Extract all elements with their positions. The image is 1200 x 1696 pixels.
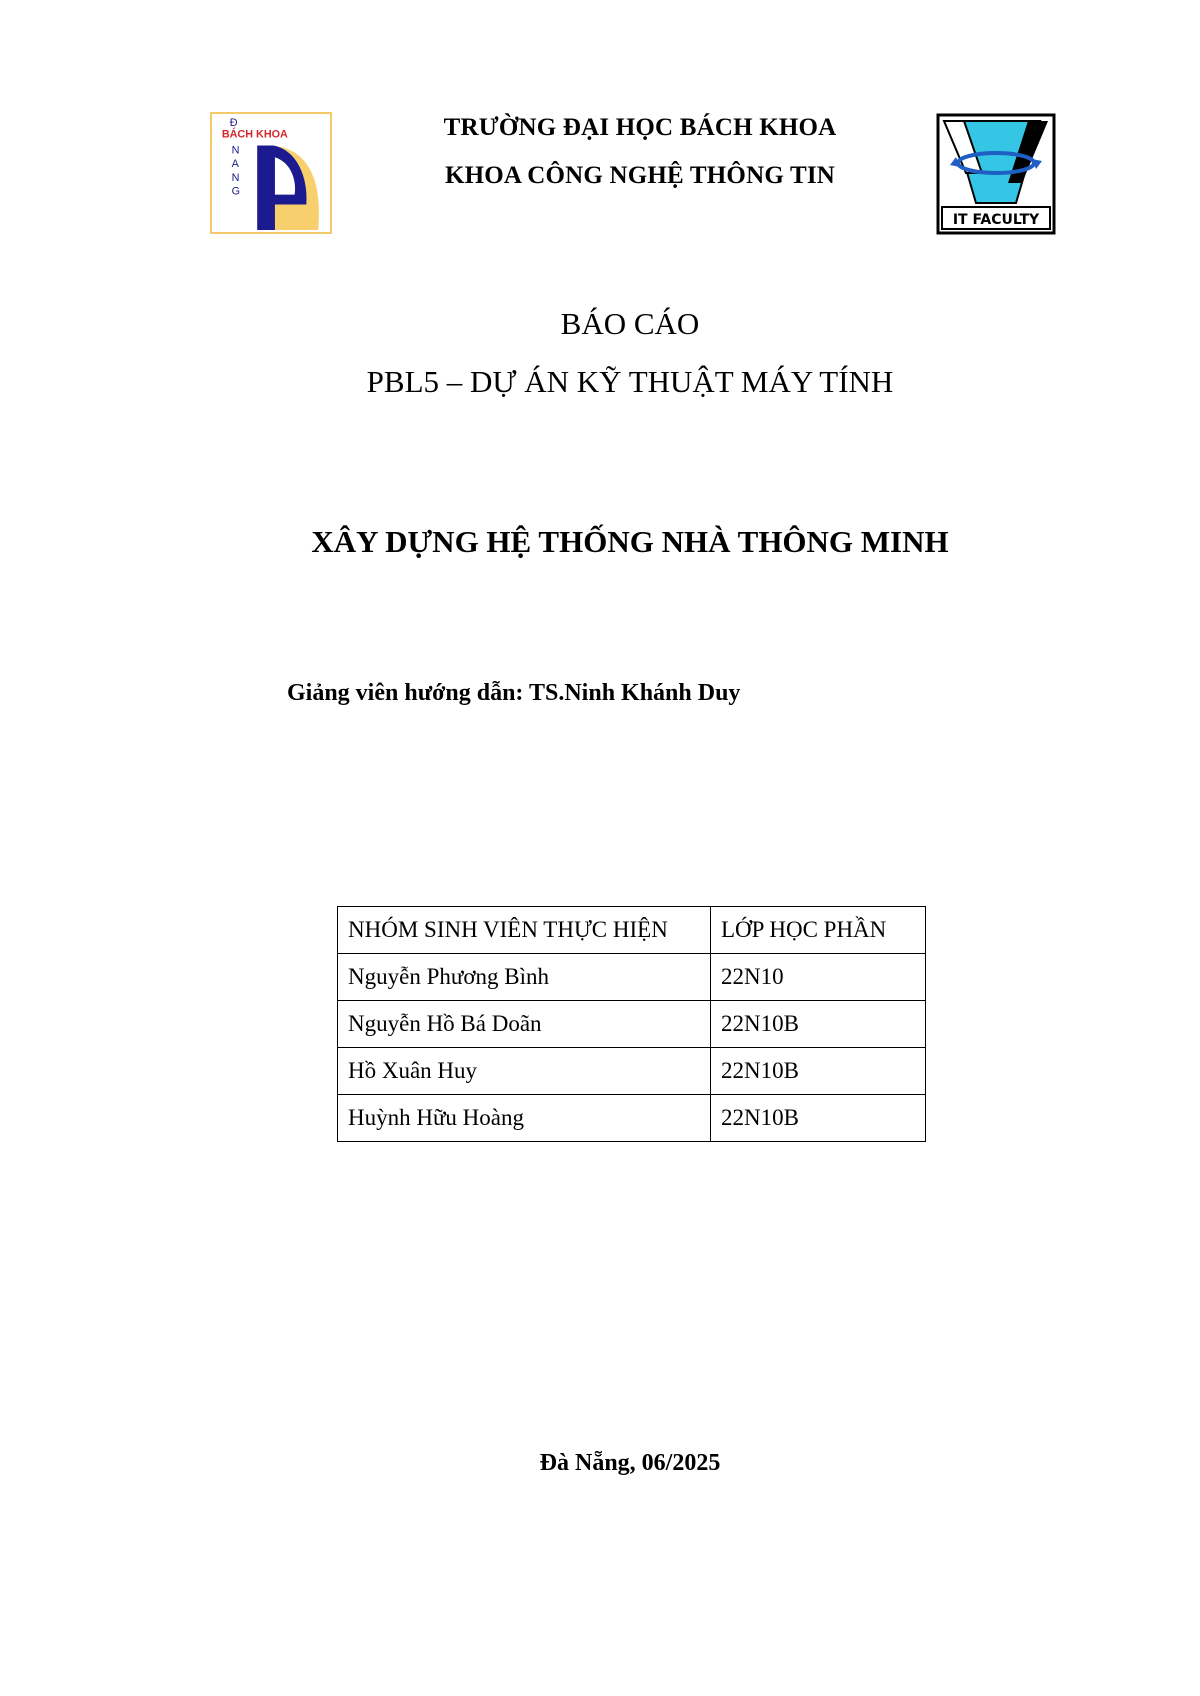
member-name: Nguyễn Phương Bình xyxy=(338,954,711,1001)
bach-khoa-logo-icon xyxy=(210,112,332,234)
logo-letter: N xyxy=(231,171,240,184)
university-name: TRƯỜNG ĐẠI HỌC BÁCH KHOA xyxy=(443,114,837,141)
advisor-line: Giảng viên hướng dẫn: TS.Ninh Khánh Duy xyxy=(287,680,741,706)
report-label: BÁO CÁO xyxy=(560,306,700,341)
logo-letter: N xyxy=(231,144,240,157)
header-class: LỚP HỌC PHẦN xyxy=(711,907,926,954)
logo-text: IT FACULTY xyxy=(952,212,1040,228)
table-header-row xyxy=(338,907,926,954)
member-name: Huỳnh Hữu Hoàng xyxy=(338,1095,711,1142)
project-title: XÂY DỰNG HỆ THỐNG NHÀ THÔNG MINH xyxy=(311,524,949,559)
member-class: 22N10 xyxy=(711,954,926,1001)
logo-text-top: BÁCH KHOA xyxy=(221,128,288,141)
place-date: Đà Nẵng, 06/2025 xyxy=(539,1450,721,1476)
table-row xyxy=(338,1001,926,1048)
table-row xyxy=(338,954,926,1001)
it-faculty-logo-icon xyxy=(936,113,1056,235)
faculty-name: KHOA CÔNG NGHỆ THÔNG TIN xyxy=(444,162,836,189)
course-title: PBL5 – DỰ ÁN KỸ THUẬT MÁY TÍNH xyxy=(366,364,894,399)
member-class: 22N10B xyxy=(711,1001,926,1048)
members-table xyxy=(337,906,926,1142)
member-class: 22N10B xyxy=(711,1048,926,1095)
member-name: Nguyễn Hồ Bá Doãn xyxy=(338,1001,711,1048)
logo-letter: Đ xyxy=(229,116,238,129)
logo-letter: G xyxy=(231,185,241,198)
table-row xyxy=(338,1095,926,1142)
member-name: Hồ Xuân Huy xyxy=(338,1048,711,1095)
member-class: 22N10B xyxy=(711,1095,926,1142)
logo-letter: A xyxy=(231,158,239,171)
header-members: NHÓM SINH VIÊN THỰC HIỆN xyxy=(338,907,711,954)
table-row xyxy=(338,1048,926,1095)
